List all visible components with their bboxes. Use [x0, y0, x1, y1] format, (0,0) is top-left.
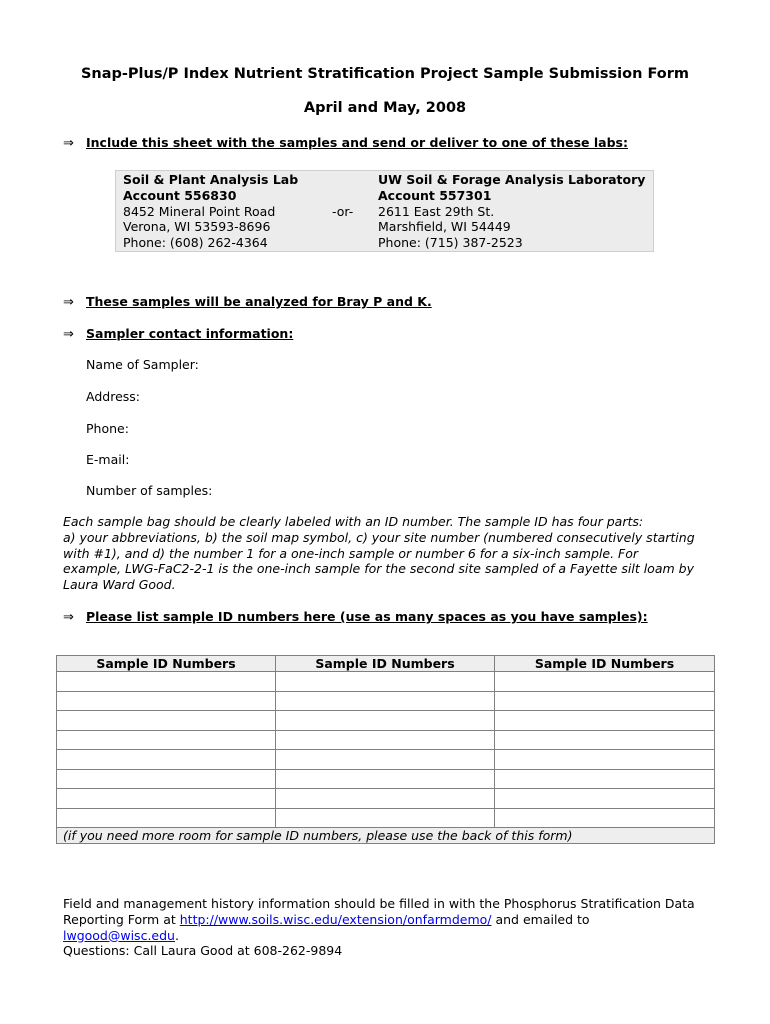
- footer-block: [63, 896, 723, 959]
- instructions-line: example, LWG-FaC2-2-1 is the one-inch sample for the second site sampled of a Fayette silt loam by: [63, 561, 694, 577]
- labs-box: [115, 170, 654, 252]
- arrow-icon: ⇒: [63, 610, 74, 625]
- footer-period: .: [174, 927, 179, 943]
- arrow-icon: ⇒: [63, 327, 74, 342]
- column-header: Sample ID Numbers: [495, 656, 715, 672]
- sample-id-cell[interactable]: [495, 750, 715, 770]
- bullet-send-labs-text: Include this sheet with the samples and send or deliver to one of these labs:: [86, 135, 628, 150]
- sample-id-cell[interactable]: [57, 789, 276, 809]
- bullet-contact-text: Sampler contact information:: [86, 326, 294, 341]
- sample-id-cell[interactable]: [276, 730, 495, 750]
- instructions-line: Each sample bag should be clearly labeled with an ID number. The sample ID has four parts:: [63, 514, 644, 529]
- sample-id-cell[interactable]: [57, 711, 276, 731]
- footer-line-2: [63, 912, 723, 928]
- sample-id-cell[interactable]: [276, 769, 495, 789]
- lab-right-phone: Phone: (715) 387-2523: [378, 235, 523, 251]
- instructions-paragraph: [63, 514, 713, 593]
- sample-id-cell[interactable]: [57, 769, 276, 789]
- form-subtitle: April and May, 2008: [303, 100, 467, 116]
- table-row: [57, 769, 715, 789]
- bullet-send-labs: [63, 135, 628, 151]
- bullet-contact: [63, 326, 293, 342]
- table-note: (if you need more room for sample ID numbers, please use the back of this form): [57, 828, 715, 844]
- column-header: Sample ID Numbers: [57, 656, 276, 672]
- or-separator: -or-: [332, 204, 354, 219]
- sample-id-cell[interactable]: [57, 672, 276, 692]
- table-row: [57, 750, 715, 770]
- lab-left-city: Verona, WI 53593-8696: [123, 219, 271, 235]
- instructions-line: a) your abbreviations, b) the soil map symbol, c) your site number (numbered consecutively starting: [63, 529, 695, 545]
- sample-id-cell[interactable]: [57, 691, 276, 711]
- instructions-line: with #1), and d) the number 1 for a one-inch sample or number 6 for a six-inch sample. For: [63, 545, 639, 561]
- sample-id-cell[interactable]: [276, 711, 495, 731]
- table-row: [57, 789, 715, 809]
- lab-left-account: Account 556830: [123, 187, 237, 203]
- sample-id-cell[interactable]: [276, 808, 495, 828]
- column-header: Sample ID Numbers: [276, 656, 495, 672]
- table-row: [57, 711, 715, 731]
- form-title: Snap-Plus/P Index Nutrient Stratification Project Sample Submission Form: [80, 66, 690, 82]
- bullet-analysis-text: These samples will be analyzed for Bray P and K.: [86, 294, 432, 309]
- table-row: [57, 691, 715, 711]
- lab-right-street: 2611 East 29th St.: [378, 203, 495, 219]
- table-row: [57, 730, 715, 750]
- sample-id-cell[interactable]: [495, 789, 715, 809]
- sample-id-cell[interactable]: [495, 769, 715, 789]
- sample-id-cell[interactable]: [495, 730, 715, 750]
- field-num-samples: Number of samples:: [86, 483, 213, 498]
- sample-id-cell[interactable]: [276, 750, 495, 770]
- field-address: Address:: [86, 389, 140, 404]
- lab-right-city: Marshfield, WI 54449: [378, 219, 511, 235]
- sample-id-cell[interactable]: [276, 691, 495, 711]
- field-sampler-name: Name of Sampler:: [86, 357, 199, 372]
- sample-id-cell[interactable]: [57, 808, 276, 828]
- table-header-row: [57, 656, 715, 672]
- sample-id-cell[interactable]: [276, 789, 495, 809]
- footer-prefix: Reporting Form at: [63, 911, 180, 927]
- lab-right: [378, 172, 645, 251]
- bullet-analysis: [63, 294, 432, 310]
- lab-left-name: Soil & Plant Analysis Lab: [123, 172, 299, 187]
- sample-id-cell[interactable]: [57, 750, 276, 770]
- bullet-list-ids: [63, 609, 648, 625]
- field-email: E-mail:: [86, 452, 130, 467]
- lab-left-phone: Phone: (608) 262-4364: [123, 235, 268, 251]
- arrow-icon: ⇒: [63, 136, 74, 151]
- lab-left: [123, 172, 298, 251]
- sample-id-table: [56, 655, 715, 844]
- footer-suffix: and emailed to: [491, 911, 590, 927]
- sample-id-cell[interactable]: [495, 808, 715, 828]
- email-link[interactable]: lwgood@wisc.edu: [63, 927, 175, 943]
- arrow-icon: ⇒: [63, 295, 74, 310]
- sample-id-cell[interactable]: [276, 672, 495, 692]
- instructions-line: Laura Ward Good.: [63, 577, 176, 593]
- lab-right-name: UW Soil & Forage Analysis Laboratory: [378, 172, 646, 187]
- field-phone: Phone:: [86, 421, 129, 436]
- table-note-row: [57, 828, 715, 844]
- table-row: [57, 672, 715, 692]
- url-link[interactable]: http://www.soils.wisc.edu/extension/onfarmdemo/: [179, 911, 492, 927]
- sample-id-cell[interactable]: [495, 691, 715, 711]
- bullet-list-ids-text: Please list sample ID numbers here (use as many spaces as you have samples):: [86, 609, 648, 624]
- sample-id-cell[interactable]: [495, 711, 715, 731]
- lab-right-account: Account 557301: [378, 187, 492, 203]
- sample-id-cell[interactable]: [57, 730, 276, 750]
- footer-line-3: [63, 928, 723, 944]
- sample-id-cell[interactable]: [495, 672, 715, 692]
- lab-left-street: 8452 Mineral Point Road: [123, 203, 276, 219]
- footer-questions: Questions: Call Laura Good at 608-262-9894: [63, 943, 343, 959]
- footer-line: Field and management history information should be filled in with the Phosphorus Stratification Data: [63, 896, 695, 911]
- table-row: [57, 808, 715, 828]
